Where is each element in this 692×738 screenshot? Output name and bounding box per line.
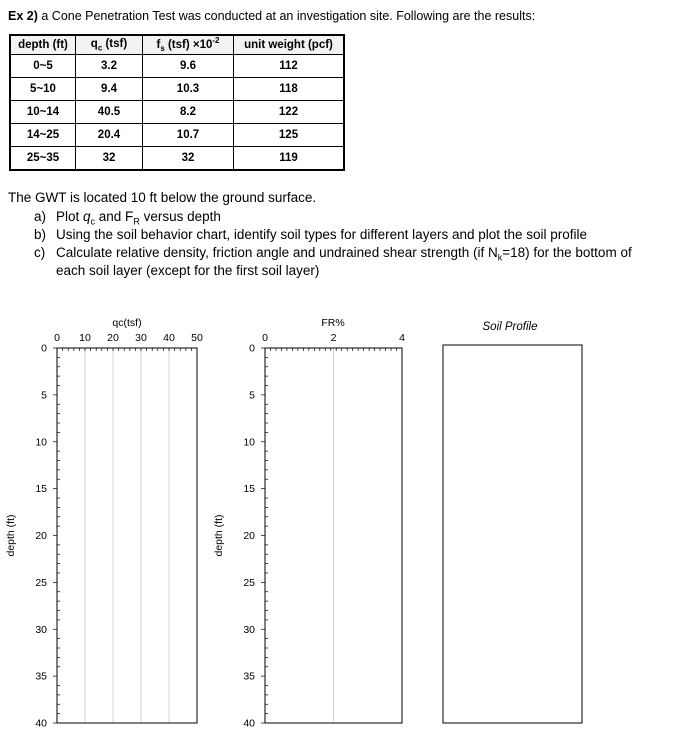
task-b: b) Using the soil behavior chart, identify soil types for different layers and plot the soil profile — [34, 227, 588, 242]
cell-depth: 14~25 — [10, 124, 76, 147]
cell-unit-weight: 118 — [234, 78, 345, 101]
cell-qc: 9.4 — [76, 78, 143, 101]
qc-chart — [5, 317, 203, 730]
table-row — [10, 124, 344, 147]
soil-profile-panel — [443, 321, 582, 723]
cell-fs: 8.2 — [143, 101, 234, 124]
y-tick-label: 5 — [41, 389, 47, 402]
header-depth: depth (ft) — [10, 35, 76, 55]
task-c-continuation: each soil layer (except for the first soil layer) — [56, 263, 320, 278]
table-row — [10, 55, 344, 78]
x-tick-label: 50 — [191, 332, 203, 344]
cell-qc: 40.5 — [76, 101, 143, 124]
cell-fs: 10.3 — [143, 78, 234, 101]
task-a-text: Plot $q_c$ and $F_R$ versus depth — [56, 209, 221, 227]
y-axis-label: depth (ft) — [5, 514, 17, 557]
y-tick-label: 0 — [249, 342, 255, 355]
table-row — [10, 78, 344, 101]
exercise-title — [8, 9, 535, 23]
exercise-intro: a Cone Penetration Test was conducted at an investigation site. Following are the results: — [37, 9, 536, 23]
task-a: a) Plot $q_c$ and $F_R$ versus depth — [34, 209, 221, 227]
y-tick-label: 40 — [243, 717, 255, 730]
cell-unit-weight: 112 — [234, 55, 345, 78]
cell-depth: 0~5 — [10, 55, 76, 78]
header-qc: $q_c$ (tsf) — [76, 35, 143, 55]
x-tick-label: 0 — [262, 332, 268, 344]
y-tick-label: 15 — [243, 483, 255, 496]
gwt-statement: The GWT is located 10 ft below the ground surface. — [8, 190, 317, 205]
exercise-number: Ex 2) — [8, 9, 38, 23]
table-row — [10, 101, 344, 124]
table-row — [10, 147, 344, 171]
y-tick-label: 20 — [243, 530, 255, 542]
table-header-row — [10, 35, 344, 55]
cell-qc: 20.4 — [76, 124, 143, 147]
x-tick-label: 2 — [330, 332, 337, 344]
y-tick-label: 25 — [243, 576, 255, 589]
header-unit-weight: unit weight (pcf) — [234, 35, 345, 55]
cell-fs: 9.6 — [143, 55, 234, 78]
x-tick-label: 10 — [79, 332, 91, 344]
cpt-results-table — [9, 34, 345, 171]
plot-area — [0, 300, 692, 738]
soil-profile-box — [443, 345, 582, 723]
y-tick-label: 0 — [41, 342, 47, 355]
task-c-text: Calculate relative density, friction angle and undrained shear strength (if $N_k=18$) for the bottom of — [56, 245, 632, 263]
header-fs: $f_s$ $(tsf) \times 10^{-2}$ — [143, 35, 234, 55]
y-tick-label: 10 — [35, 436, 47, 449]
cell-qc: 3.2 — [76, 55, 143, 78]
x-tick-label: 30 — [135, 332, 147, 344]
cell-depth: 25~35 — [10, 147, 76, 171]
cell-depth: 5~10 — [10, 78, 76, 101]
x-axis-title: FR% — [321, 317, 345, 329]
soil-profile-title: Soil Profile — [482, 321, 538, 333]
cell-unit-weight: 125 — [234, 124, 345, 147]
y-tick-label: 35 — [35, 670, 47, 683]
cell-fs: 10.7 — [143, 124, 234, 147]
x-axis-title: qc(tsf) — [112, 317, 142, 329]
cell-qc: 32 — [76, 147, 143, 171]
cell-unit-weight: 119 — [234, 147, 345, 171]
y-tick-label: 30 — [243, 623, 255, 636]
y-tick-label: 40 — [35, 717, 47, 730]
plot-frame — [57, 348, 197, 723]
cell-fs: 32 — [143, 147, 234, 171]
y-axis-label: depth (ft) — [213, 514, 225, 557]
y-tick-label: 10 — [243, 436, 255, 449]
y-tick-label: 15 — [35, 483, 47, 496]
y-tick-label: 30 — [35, 623, 47, 636]
cell-depth: 10~14 — [10, 101, 76, 124]
y-tick-label: 25 — [35, 576, 47, 589]
cell-unit-weight: 122 — [234, 101, 345, 124]
y-tick-label: 35 — [243, 670, 255, 683]
x-tick-label: 0 — [54, 332, 60, 344]
y-tick-label: 20 — [35, 530, 47, 542]
x-tick-label: 4 — [399, 332, 405, 344]
x-tick-label: 40 — [163, 332, 175, 344]
task-c: c) Calculate relative density, friction angle and undrained shear strength (if $N_k=18$) for the bottom of — [34, 245, 632, 263]
y-tick-label: 5 — [249, 389, 255, 402]
x-tick-label: 20 — [107, 332, 119, 344]
fr-chart — [213, 317, 405, 730]
